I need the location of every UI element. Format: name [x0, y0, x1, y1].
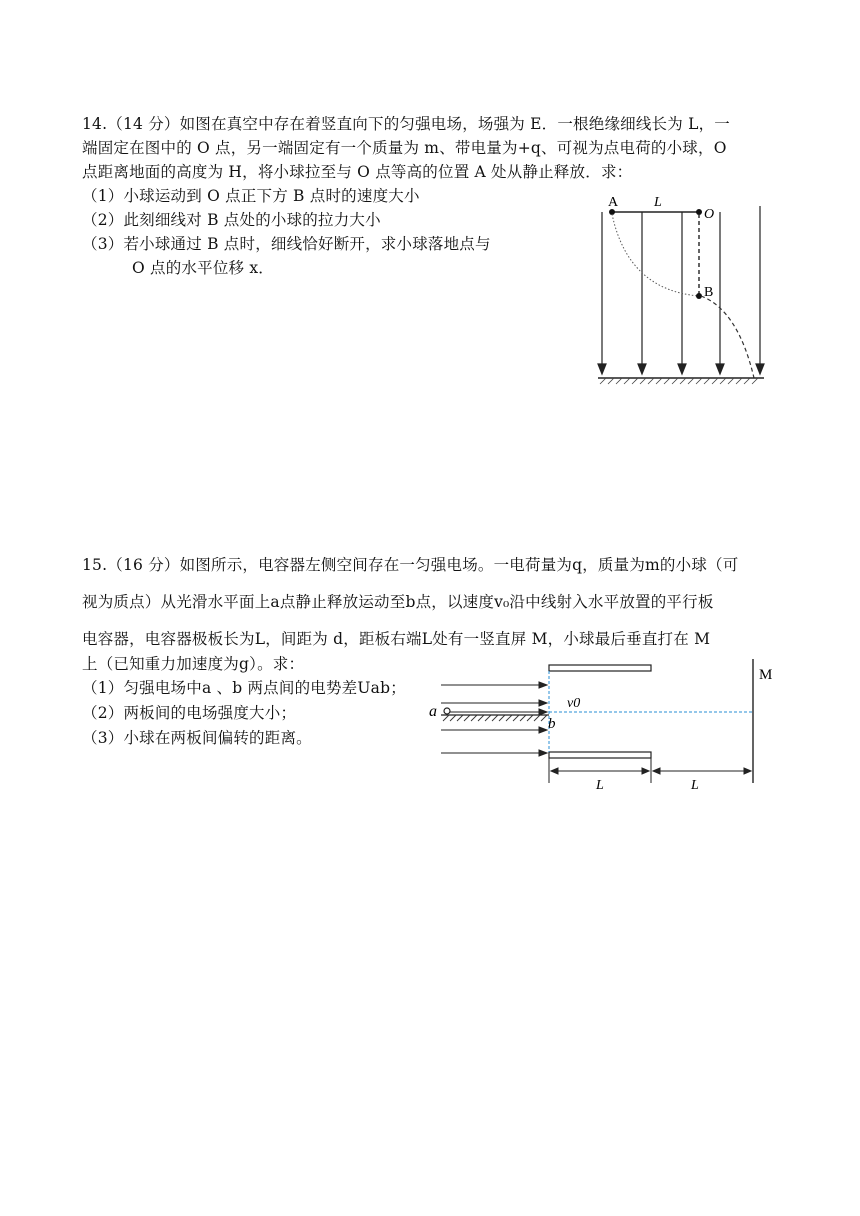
field-arrow-1	[598, 364, 606, 374]
q14-line-6: （3）若小球通过 B 点时，细线恰好断开，求小球落地点与	[82, 235, 491, 253]
label-L1: L	[596, 778, 604, 793]
surface-hatch	[443, 715, 547, 721]
ground-hatch	[600, 378, 758, 384]
upper-plate	[549, 665, 651, 671]
lower-plate	[549, 752, 651, 758]
q15-figure	[425, 655, 785, 795]
q14-figure	[588, 190, 778, 390]
trajectory	[701, 296, 754, 378]
q14-line-5: （2）此刻细线对 B 点处的小球的拉力大小	[82, 211, 381, 229]
q15-line-7: （3）小球在两板间偏转的距离。	[82, 729, 312, 747]
q15-line-6: （2）两板间的电场强度大小；	[82, 704, 297, 722]
ball	[444, 708, 450, 714]
q14-line-1: 14.（14 分）如图在真空中存在着竖直向下的匀强电场，场强为 E．一根绝缘细线长为 L，一	[82, 115, 730, 133]
q15-line-5: （1）匀强电场中a 、b 两点间的电势差Uab；	[82, 679, 406, 697]
field-arrow-3	[678, 364, 686, 374]
field-arrow-4	[716, 364, 724, 374]
label-O: O	[704, 207, 715, 222]
q15-line-2: 视为质点）从光滑水平面上a点静止释放运动至b点，以速度v₀沿中线射入水平放置的平行板	[82, 593, 714, 611]
q14-line-3: 点距离地面的高度为 H，将小球拉至与 O 点等高的位置 A 处从静止释放．求：	[82, 163, 633, 181]
arc-AB	[612, 214, 699, 296]
label-L: L	[654, 195, 662, 210]
label-v0: v0	[567, 696, 581, 711]
q15-line-1: 15.（16 分）如图所示，电容器左侧空间存在一匀强电场。一电荷量为q，质量为m的小球（可	[82, 556, 739, 574]
label-M: M	[759, 667, 773, 683]
q14-line-4: （1）小球运动到 O 点正下方 B 点时的速度大小	[82, 187, 420, 205]
field-arrow-5	[756, 364, 764, 374]
label-A: A	[608, 195, 619, 210]
q15-line-3: 电容器，电容器极板长为L，间距为 d，距板右端L处有一竖直屏 M，小球最后垂直打在 M	[82, 630, 711, 648]
q14-line-2: 端固定在图中的 O 点，另一端固定有一个质量为 m、带电量为+q、可视为点电荷的小球，O	[82, 139, 727, 157]
label-a: a	[429, 703, 437, 720]
label-B: B	[704, 285, 714, 300]
q15-line-4: 上（已知重力加速度为g）。求：	[82, 655, 305, 673]
field-arrow-2	[638, 364, 646, 374]
label-L2: L	[691, 778, 699, 793]
label-b: b	[548, 716, 556, 732]
q14-line-7: O 点的水平位移 x．	[132, 259, 275, 277]
